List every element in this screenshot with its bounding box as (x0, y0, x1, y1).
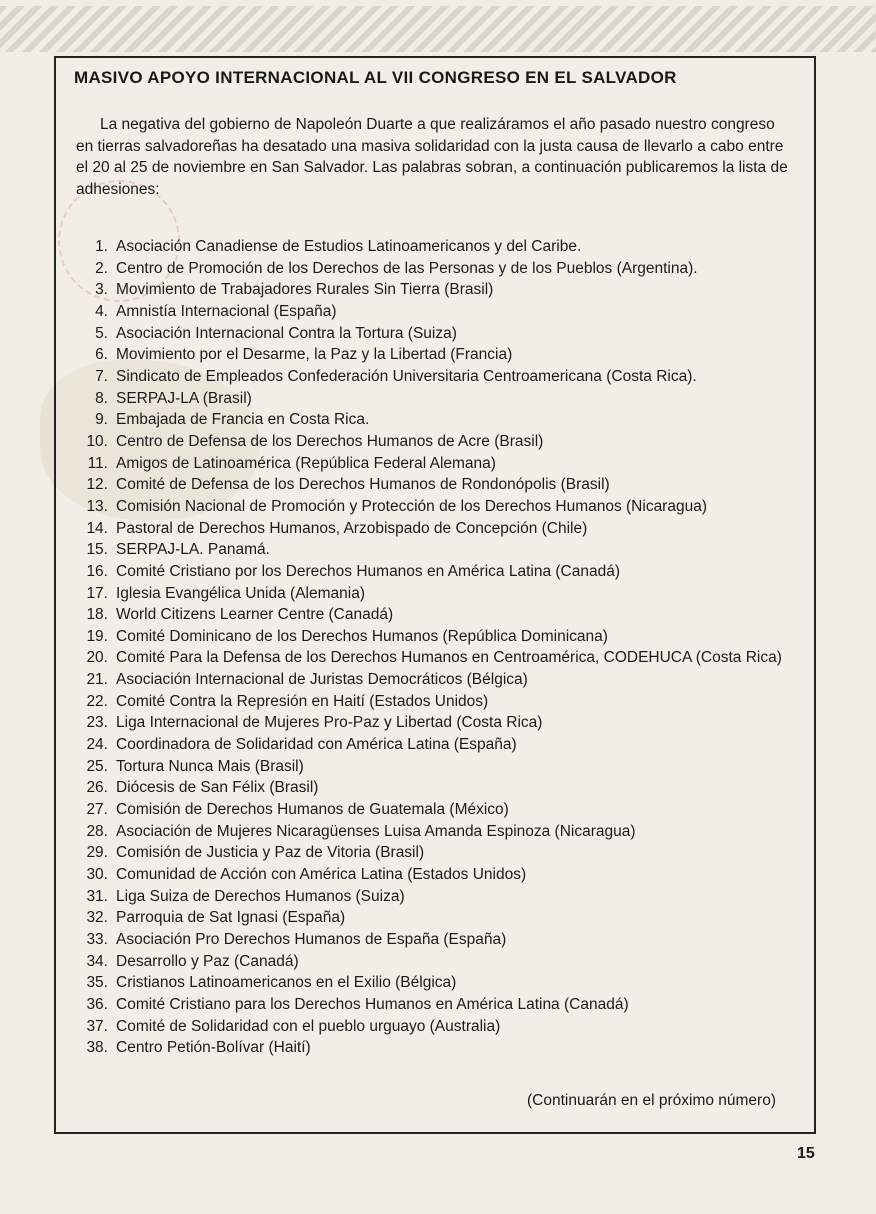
list-item (70, 907, 810, 929)
list-item (70, 647, 810, 669)
list-item-text: Parroquia de Sat Ignasi (España) (116, 909, 346, 927)
list-item-text: Desarrollo y Paz (Canadá) (116, 952, 299, 970)
list-item (70, 323, 810, 345)
list-item-text: Comité de Defensa de los Derechos Humanos de Rondonópolis (Brasil) (116, 476, 610, 494)
list-item-number: 33. (86, 931, 108, 948)
list-item (70, 799, 810, 821)
list-item (70, 388, 810, 410)
list-item-number: 10. (86, 432, 108, 450)
list-item (70, 777, 810, 799)
list-item-text: Comisión de Justicia y Paz de Vitoria (Brasil) (116, 844, 425, 862)
list-item-text: Sindicato de Empleados Confederación Universitaria Centroamericana (Costa Rica). (116, 367, 697, 385)
list-item-text: Comité Cristiano por los Derechos Humanos en América Latina (Canadá) (116, 562, 620, 580)
intro-text: La negativa del gobierno de Napoleón Duarte a que realizáramos el año pasado nuestro congreso en tierras salvadoreñas ha desatado una masiva solidaridad con la justa causa de llevarlo a cabo entre el 20 al 25 de noviembre en San Salvador. Las palabras sobran, a continuación publicaremos la lista de adhesiones: (76, 116, 788, 199)
list-item (70, 669, 810, 691)
list-item-number: 6. (95, 346, 108, 364)
list-item (70, 583, 810, 605)
list-item (70, 518, 810, 540)
list-item (70, 886, 810, 908)
list-item (70, 279, 810, 301)
list-item (70, 1037, 810, 1059)
list-item (70, 409, 810, 431)
list-item-number: 5. (95, 324, 108, 342)
list-item-text: Comunidad de Acción con América Latina (Estados Unidos) (116, 866, 527, 884)
list-item-text: Comité Cristiano para los Derechos Humanos en América Latina (Canadá) (116, 995, 629, 1013)
list-item-number: 34. (86, 952, 108, 970)
list-item (70, 496, 810, 518)
list-item-text: Liga Internacional de Mujeres Pro-Paz y Libertad (Costa Rica) (116, 714, 543, 732)
list-item (70, 344, 810, 366)
list-item-text: Comité Para la Defensa de los Derechos Humanos en Centroamérica, CODEHUCA (Costa Rica) (116, 649, 782, 667)
list-item (70, 821, 810, 843)
list-item-number: 30. (86, 866, 108, 884)
list-item (70, 1016, 810, 1038)
list-item (70, 474, 810, 496)
list-item-text: Comité de Solidaridad con el pueblo urguayo (Australia) (116, 1017, 501, 1035)
list-item (70, 842, 810, 864)
list-item-number: 12. (86, 476, 108, 494)
list-item-text: World Citizens Learner Centre (Canadá) (116, 606, 394, 624)
list-item (70, 626, 810, 648)
list-item-text: Comisión Nacional de Promoción y Protección de los Derechos Humanos (Nicaragua) (116, 497, 707, 515)
list-item-text: Comisión de Derechos Humanos de Guatemala (México) (116, 801, 509, 819)
list-item (70, 929, 810, 951)
list-item-number: 20. (86, 649, 108, 667)
list-item-text: Cristianos Latinoamericanos en el Exilio (Bélgica) (116, 974, 457, 992)
list-item-number: 16. (86, 562, 108, 580)
adhesion-list (70, 236, 810, 1059)
list-item-number: 7. (95, 367, 108, 385)
list-item-number: 11. (87, 454, 108, 472)
list-item-text: Movimiento por el Desarme, la Paz y la Libertad (Francia) (116, 346, 513, 364)
list-item (70, 972, 810, 994)
list-item-text: Asociación de Mujeres Nicaragüenses Luisa Amanda Espinoza (Nicaragua) (116, 822, 636, 840)
list-item-number: 15. (86, 541, 108, 559)
list-item (70, 431, 810, 453)
list-item (70, 301, 810, 323)
list-item-text: Amnistía Internacional (España) (116, 302, 337, 320)
list-item-number: 4. (95, 302, 108, 320)
list-item-text: Tortura Nunca Mais (Brasil) (116, 757, 304, 775)
list-item-number: 8. (95, 389, 108, 407)
list-item (70, 734, 810, 756)
intro-paragraph (76, 114, 796, 201)
page-number: 15 (797, 1145, 815, 1162)
list-item-text: Diócesis de San Félix (Brasil) (116, 779, 319, 797)
continuation-note: (Continuarán en el próximo número) (527, 1092, 776, 1109)
list-item-number: 24. (86, 736, 108, 754)
list-item-number: 9. (95, 411, 108, 429)
list-item-number: 2. (95, 259, 108, 277)
list-item (70, 236, 810, 258)
list-item-text: Amigos de Latinoamérica (República Federal Alemana) (116, 454, 496, 472)
list-item-number: 38. (86, 1039, 108, 1057)
list-item (70, 539, 810, 561)
list-item-number: 26. (86, 779, 108, 797)
list-item-number: 21. (86, 671, 108, 689)
list-item-number: 31. (86, 887, 108, 905)
list-item-number: 22. (86, 692, 108, 710)
list-item-number: 25. (86, 757, 108, 775)
list-item-text: Asociación Pro Derechos Humanos de España (España) (116, 931, 507, 948)
list-item (70, 756, 810, 778)
list-item-text: Centro de Defensa de los Derechos Humanos de Acre (Brasil) (116, 432, 544, 450)
list-item-text: Asociación Canadiense de Estudios Latinoamericanos y del Caribe. (116, 238, 582, 255)
list-item-text: SERPAJ-LA (Brasil) (116, 389, 252, 407)
article-title: MASIVO APOYO INTERNACIONAL AL VII CONGRESO EN EL SALVADOR (74, 68, 677, 87)
list-item-number: 14. (86, 519, 108, 537)
list-item (70, 994, 810, 1016)
list-item-text: Pastoral de Derechos Humanos, Arzobispado de Concepción (Chile) (116, 519, 588, 537)
list-item-number: 28. (86, 822, 108, 840)
list-item-number: 23. (86, 714, 108, 732)
list-item-number: 13. (86, 497, 108, 515)
list-item (70, 453, 810, 475)
list-item-text: Movimiento de Trabajadores Rurales Sin Tierra (Brasil) (116, 281, 494, 299)
list-item-number: 32. (86, 909, 108, 927)
list-item-text: Iglesia Evangélica Unida (Alemania) (116, 584, 365, 602)
list-item-number: 35. (86, 974, 108, 992)
list-item-text: Asociación Internacional de Juristas Democráticos (Bélgica) (116, 671, 528, 689)
list-item-text: Comité Contra la Represión en Haití (Estados Unidos) (116, 692, 489, 710)
list-item (70, 712, 810, 734)
list-item-text: Centro de Promoción de los Derechos de las Personas y de los Pueblos (Argentina). (116, 259, 698, 277)
list-item-text: Centro Petión-Bolívar (Haití) (116, 1039, 311, 1057)
list-item-number: 18. (86, 606, 108, 624)
list-item (70, 864, 810, 886)
list-item-number: 36. (86, 995, 108, 1013)
list-item-number: 17. (86, 584, 108, 602)
list-item-text: Liga Suiza de Derechos Humanos (Suiza) (116, 887, 405, 905)
airmail-banner-bleedthrough (0, 6, 876, 52)
list-item-number: 37. (86, 1017, 108, 1035)
list-item (70, 258, 810, 280)
list-item-number: 1. (95, 238, 108, 255)
list-item-number: 3. (95, 281, 108, 299)
list-item (70, 604, 810, 626)
list-item-text: Asociación Internacional Contra la Tortura (Suiza) (116, 324, 457, 342)
list-item-number: 27. (86, 801, 108, 819)
list-item-number: 29. (86, 844, 108, 862)
list-item-text: SERPAJ-LA. Panamá. (116, 541, 270, 559)
list-item-text: Coordinadora de Solidaridad con América Latina (España) (116, 736, 517, 754)
list-item (70, 951, 810, 973)
list-item-number: 19. (86, 627, 108, 645)
list-item (70, 561, 810, 583)
list-item-text: Comité Dominicano de los Derechos Humanos (República Dominicana) (116, 627, 608, 645)
list-item-text: Embajada de Francia en Costa Rica. (116, 411, 370, 429)
list-item (70, 691, 810, 713)
list-item (70, 366, 810, 388)
